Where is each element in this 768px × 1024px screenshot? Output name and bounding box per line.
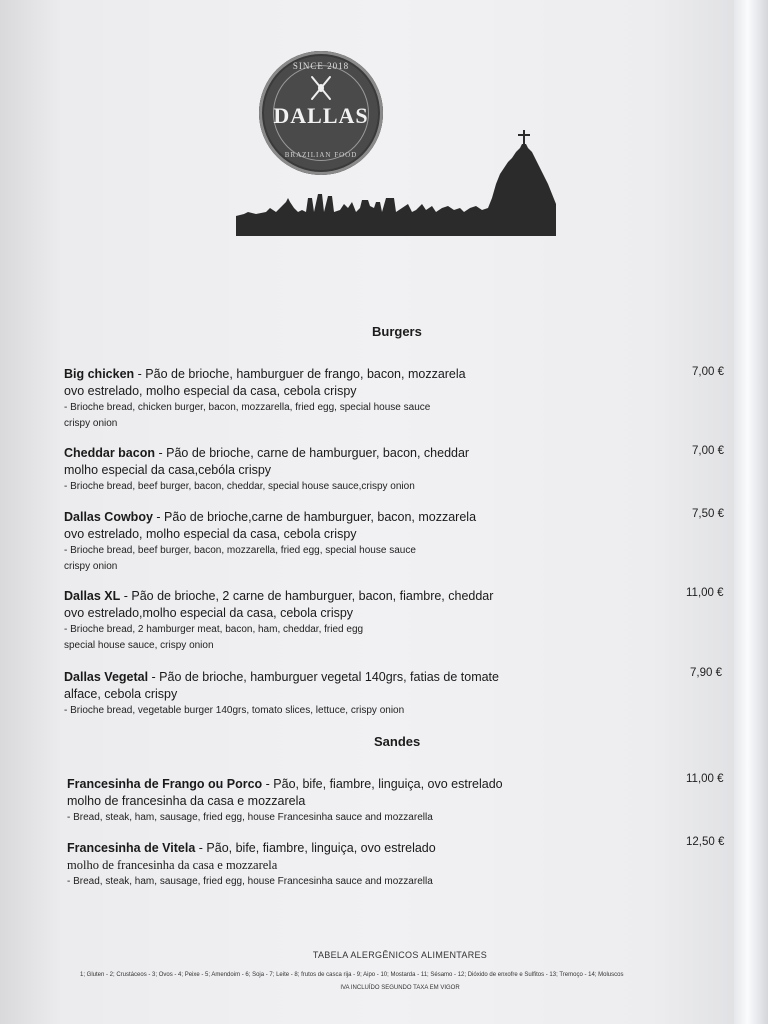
vat-note: IVA INCLUÍDO SEGUNDO TAXA EM VIGOR — [340, 985, 460, 991]
item-english-description: - Bread, steak, ham, sausage, fried egg, house Francesinha sauce and mozzarella — [67, 876, 433, 887]
item-description-cont: molho de francesinha da casa e mozzarela — [67, 858, 278, 872]
item-description: - Pão de brioche,carne de hamburguer, bacon, mozzarela — [152, 510, 477, 524]
page-edge — [734, 0, 768, 1024]
item-description: - Pão de brioche, hamburguer vegetal 140grs, fatias de tomate — [148, 670, 499, 684]
item-name: Big chicken — [64, 367, 135, 381]
item-english-description: - Bread, steak, ham, sausage, fried egg, house Francesinha sauce and mozzarella — [67, 812, 433, 823]
item-description: - Pão, bife, fiambre, linguiça, ovo estrelado — [195, 841, 436, 855]
item-description-cont: alface, cebola crispy — [64, 687, 178, 701]
item-description-cont: ovo estrelado, molho especial da casa, cebola crispy — [64, 384, 357, 398]
item-description-cont: molho especial da casa,cebóla crispy — [64, 463, 272, 477]
item-price: 12,50 € — [686, 836, 725, 848]
item-english-description-cont: crispy onion — [64, 418, 118, 429]
item-price: 7,90 € — [690, 667, 722, 679]
item-english-description: - Brioche bread, beef burger, bacon, cheddar, special house sauce,crispy onion — [64, 481, 415, 492]
logo-since-text: SINCE 2018 — [292, 61, 350, 71]
item-description: - Pão de brioche, carne de hamburguer, bacon, cheddar — [155, 446, 470, 460]
fork-knife-icon — [306, 75, 336, 101]
menu-item — [64, 509, 664, 575]
item-description: - Pão de brioche, hamburguer de frango, bacon, mozzarela — [134, 367, 466, 381]
menu-item — [67, 840, 667, 890]
item-price: 11,00 € — [686, 773, 724, 785]
item-price: 7,00 € — [692, 366, 724, 378]
section-title-sandes: Sandes — [374, 734, 421, 749]
item-name: Francesinha de Frango ou Porco — [67, 777, 263, 791]
item-english-description-cont: crispy onion — [64, 561, 118, 572]
item-name: Dallas Vegetal — [64, 670, 149, 684]
item-english-description: - Brioche bread, beef burger, bacon, mozzarella, fried egg, special house sauce — [64, 545, 416, 556]
logo-subtitle-text: BRAZILIAN FOOD — [284, 151, 358, 159]
item-description-cont: molho de francesinha da casa e mozzarela — [67, 794, 306, 808]
menu-item — [64, 588, 664, 654]
allergens-title: TABELA ALERGÊNICOS ALIMENTARES — [312, 950, 488, 960]
menu-item — [67, 776, 667, 826]
item-name: Cheddar bacon — [64, 446, 155, 460]
item-price: 7,00 € — [692, 445, 724, 457]
item-price: 7,50 € — [692, 508, 724, 520]
item-english-description: - Brioche bread, vegetable burger 140grs, tomato slices, lettuce, crispy onion — [64, 705, 405, 716]
item-english-description-cont: special house sauce, crispy onion — [64, 640, 214, 651]
logo-name-text: DALLAS — [273, 103, 369, 128]
allergens-list: 1; Gluten - 2; Crustáceos - 3; Ovos - 4; Peixe - 5; Amendoim - 6; Soja - 7; Leite - 8; frutos de casca rija - 9; Aipo - 10; Mostarda - 11; Sésamo - 12; Dióxido de enxofre e Sulfitos - 13; Tremoço - 14; Moluscos — [80, 972, 624, 978]
item-description: - Pão, bife, fiambre, linguiça, ovo estrelado — [262, 777, 503, 791]
menu-item — [64, 366, 664, 432]
menu-item — [64, 669, 664, 719]
item-name: Dallas Cowboy — [64, 510, 153, 524]
section-title-burgers: Burgers — [372, 324, 422, 339]
item-description: - Pão de brioche, 2 carne de hamburguer, bacon, fiambre, cheddar — [120, 589, 494, 603]
item-name: Francesinha de Vitela — [67, 841, 196, 855]
menu-item — [64, 445, 664, 495]
item-description-cont: ovo estrelado, molho especial da casa, cebola crispy — [64, 527, 357, 541]
item-english-description: - Brioche bread, chicken burger, bacon, mozzarella, fried egg, special house sauce — [64, 402, 431, 413]
rio-skyline-image — [236, 128, 556, 238]
item-name: Dallas XL — [64, 589, 121, 603]
item-description-cont: ovo estrelado,molho especial da casa, cebola crispy — [64, 606, 354, 620]
item-english-description: - Brioche bread, 2 hamburger meat, bacon, ham, cheddar, fried egg — [64, 624, 364, 635]
item-price: 11,00 € — [686, 587, 724, 599]
